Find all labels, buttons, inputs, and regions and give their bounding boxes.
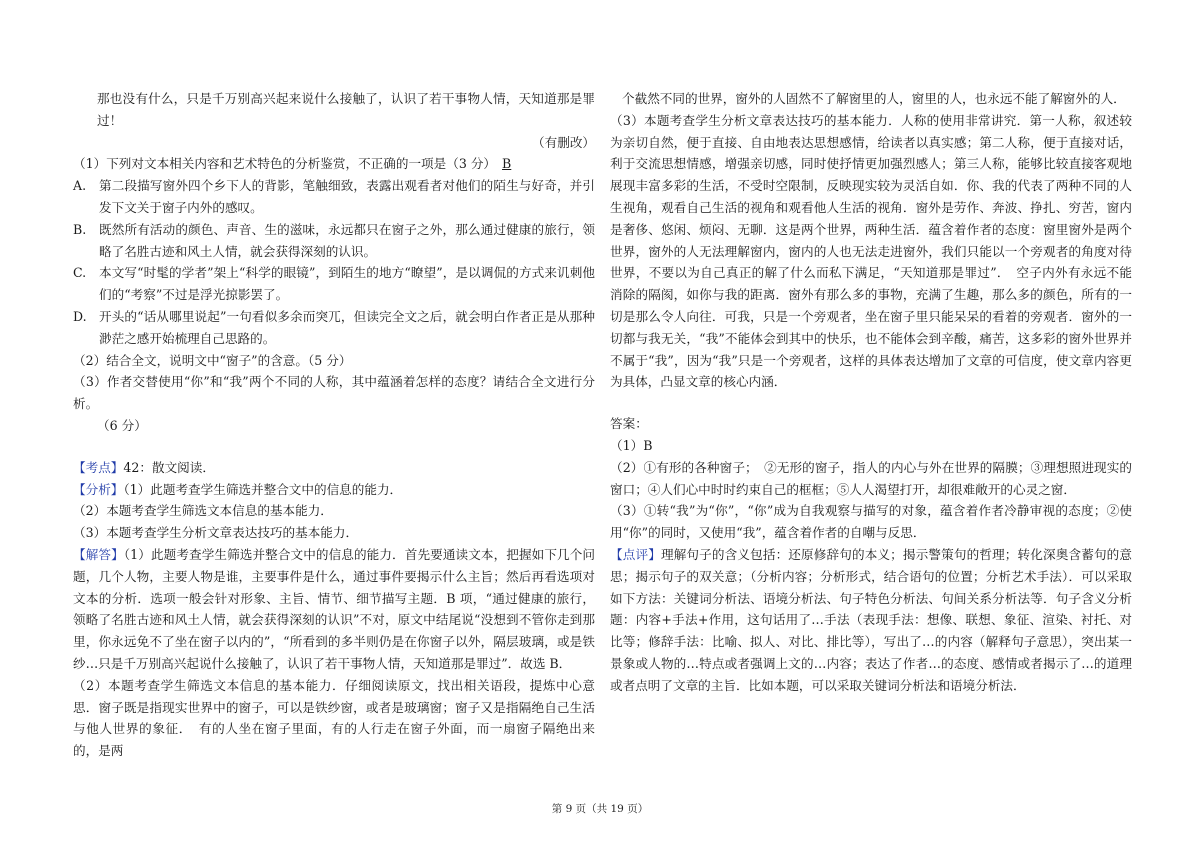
option-d-label: D.	[73, 308, 87, 324]
page-footer: 第 9 页（共 19 页）	[551, 803, 649, 815]
question-3-score: （6 分）	[97, 417, 147, 433]
question-3: （3）作者交替使用“你”和“我”两个不同的人称，其中蕴涵着怎样的态度？请结合全文进行分析。	[73, 374, 595, 412]
jieda-1	[73, 544, 595, 675]
dianping-tag: 【点评】	[610, 546, 661, 562]
answer-3: （3）①转“我”为“你”，“你”成为自我观察与描写的对象，蕴含着作者冷静审视的态度；②使用“你”的同时，又使用“我”，蕴含着作者的自嘲与反思．	[610, 503, 1132, 541]
fenxi-1-text: （1）此题考查学生筛选并整合文中的信息的能力．	[123, 481, 403, 497]
source-note: （有删改）	[532, 134, 595, 150]
fenxi-3: （3）本题考查学生分析文章表达技巧的基本能力．	[73, 525, 359, 541]
option-b-label: B.	[73, 221, 87, 237]
option-d	[73, 306, 595, 350]
option-c-text: 本文写“时髦的学者”架上“科学的眼镜”，到陌生的地方“瞭望”，是以调侃的方式来讥刺他们的“考察”不过是浮光掠影罢了。	[99, 265, 595, 303]
question-2: （2）结合全文，说明文中“窗子”的含意。（5 分）	[73, 352, 352, 368]
option-d-text: 开头的“话从哪里说起”一句看似多余而突兀，但读完全文之后，就会明白作者正是从那种渺茫之感开始梳理自己思路的。	[99, 308, 595, 346]
jieda-1-text: （1）此题考查学生筛选并整合文中的信息的能力．首先要通读文本，把握如下几个问题，几个人物，主要人物是谁，主要事件是什么，通过事件要揭示什么主旨；然后再看选项对文本的分析．选项一般会针对形象、主旨、情节、细节描写主题．B 项，“通过健康的旅行，领略了名胜古迹和风土人情，就会获得深刻的认识”不对，原文中结尾说“没想到不管你走到那里，你永远免不了坐在窗子以内的”，“所看到的多半则仍是在你窗子以外，隔层玻璃，或是铁纱…只是千万别高兴起说什么接触了，认识了若干事物人情，天知道那是罪过”．故选 B．	[73, 546, 596, 671]
left-column	[73, 88, 595, 762]
option-a	[73, 175, 595, 219]
answer-blank: B	[502, 156, 512, 172]
right-column	[610, 88, 1132, 697]
dianping	[610, 544, 1132, 697]
answer-1: （1）B	[610, 437, 653, 453]
answer-title: 答案：	[610, 416, 648, 432]
question-1-text: （1）下列对文本相关内容和艺术特色的分析鉴赏，不正确的一项是（3 分）	[73, 156, 497, 172]
jieda-2: （2）本题考查学生筛选文本信息的基本能力．仔细阅读原文，找出相关语段，提炼中心意思．窗子既是指现实世界中的窗子，可以是铁纱窗，或者是玻璃窗；窗子又是指隔绝自己生活与他人世界的象征． 有的人坐在窗子里面，有的人行走在窗子外面，而一扇窗子隔绝出来的，是两	[73, 677, 595, 759]
jieda-tag: 【解答】	[73, 546, 124, 562]
passage-end-line: 那也没有什么，只是千万别高兴起来说什么接触了，认识了若干事物人情，天知道那是罪过！	[97, 91, 595, 128]
kaodian-tag: 【考点】	[73, 459, 124, 475]
option-c-label: C.	[73, 265, 87, 281]
kaodian	[73, 457, 595, 479]
fenxi-1	[73, 479, 595, 501]
option-b	[73, 219, 595, 263]
option-c	[73, 262, 595, 306]
fenxi-2: （2）本题考查学生筛选文本信息的基本能力．	[73, 503, 333, 519]
kaodian-text: 42：散文阅读．	[123, 459, 215, 475]
option-a-text: 第二段描写窗外四个乡下人的背影，笔触细致，表露出观看者对他们的陌生与好奇，并引发下文关于窗子内外的感叹。	[99, 178, 595, 215]
jieda-3: （3）本题考查学生分析文章表达技巧的基本能力．人称的使用非常讲究．第一人称，叙述较为亲切自然，便于直接、自由地表达思想感情，给读者以真实感；第二人称，便于直接对话，利于交流思想情感，增强亲切感，同时使抒情更加强烈感人；第三人称，能够比较直接客观地展现丰富多彩的生活，不受时空限制，反映现实较为灵活自如．你、我的代表了两种不同的人生视角，观看自己生活的视角和观看他人生活的视角．窗外是劳作、奔波、挣扎、穷苦，窗内是奢侈、悠闲、烦闷、无聊．这是两个世界，两种生活．蕴含着作者的态度：窗里窗外是两个世界，窗外的人无法理解窗内，窗内的人也无法走进窗外，我们只能以一个旁观者的角度对待世界，不要以为自己真正的解了什么而私下满足，“天知道那是罪过”． 空子内外有永远不能消除的隔阂，如你与我的距离．窗外有那么多的事物，充满了生趣，那么多的颜色，所有的一切是那么令人向往．可我，只是一个旁观者，坐在窗子里只能呆呆的看着的旁观者．窗外的一切都与我无关，“我”不能体会到其中的快乐，也不能体会到辛酸，痛苦，这多彩的窗外世界并不属于“我”，因为“我”只是一个旁观者，这样的具体表达增加了文章的可信度，使文章内容更为具体，凸显文章的核心内涵．	[610, 112, 1132, 390]
jieda-2-continued: 个截然不同的世界，窗外的人固然不了解窗里的人，窗里的人，也永远不能了解窗外的人．	[622, 91, 1126, 106]
option-b-text: 既然所有活动的颜色、声音、生的滋味，永远都只在窗子之外，那么通过健康的旅行，领略了名胜古迹和风土人情，就会获得深刻的认识。	[99, 221, 595, 259]
answer-2: （2）①有形的各种窗子； ②无形的窗子，指人的内心与外在世界的隔膜；③理想照进现实的窗口；④人们心中时时约束自己的框框；⑤人人渴望打开，却很难敞开的心灵之窗．	[610, 459, 1132, 497]
option-a-label: A.	[73, 178, 87, 194]
dianping-text: 理解句子的含义包括：还原修辞句的本义；揭示警策句的哲理；转化深奥含蓄句的意思；揭示句子的双关意；（分析内容；分析形式，结合语句的位置；分析艺术手法）．可以采取如下方法：关键词分析法、语境分析法、句子特色分析法、句间关系分析法等．句子含义分析题：内容+手法+作用，这句话用了…手法（表现手法：想像、联想、象征、渲染、衬托、对比等；修辞手法：比喻、拟人、对比、排比等），写出了…的内容（解释句子意思），突出某一景象或人物的…特点或者强调上文的…内容；表达了作者…的态度、感情或者揭示了…的道理或者点明了文章的主旨．比如本题，可以采取关键词分析法和语境分析法．	[610, 546, 1133, 693]
fenxi-tag: 【分析】	[73, 481, 124, 497]
question-1	[73, 153, 595, 175]
